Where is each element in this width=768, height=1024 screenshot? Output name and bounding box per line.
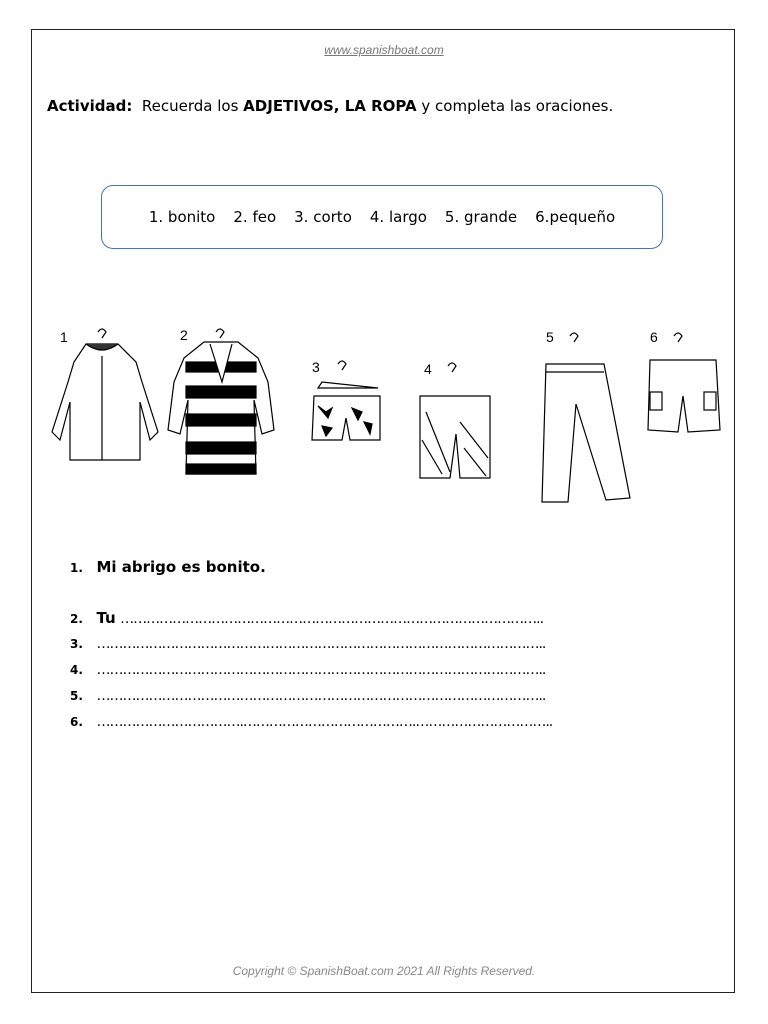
word-bank-item: 3. corto — [294, 208, 352, 226]
word-bank-item: 5. grande — [444, 208, 518, 226]
exercise-number: 5. — [70, 689, 83, 703]
exercise-text: Tu — [96, 609, 116, 627]
exercise-number: 1. — [70, 561, 83, 575]
exercise-text: Mi abrigo es bonito. — [96, 558, 266, 576]
clothing-label: 2 — [180, 327, 188, 343]
shorts-long-icon — [420, 361, 490, 478]
coat-plain-icon — [52, 329, 158, 460]
exercise-item-6 — [70, 714, 552, 730]
exercise-item-2 — [70, 609, 543, 627]
exercise-item-3 — [70, 636, 545, 652]
word-bank-item: 4. largo — [369, 208, 427, 226]
instruction — [47, 97, 613, 115]
word-bank-item: 2. feo — [233, 208, 277, 226]
word-bank-item: 6.pequeño — [535, 208, 616, 226]
site-url[interactable]: www.spanishboat.com — [324, 43, 444, 57]
exercise-number: 2. — [70, 612, 83, 626]
exercise-number: 3. — [70, 637, 83, 651]
shorts-cargo-icon — [648, 329, 720, 432]
clothing-illustrations — [46, 322, 736, 512]
instruction-text-before: Recuerda los — [141, 97, 239, 115]
clothing-label: 1 — [60, 329, 68, 345]
exercise-blank[interactable]: …………………………….………………………………….………………………….. — [96, 714, 553, 730]
instruction-label: Actividad: — [47, 97, 133, 115]
instruction-text-after: y completa las oraciones. — [421, 97, 614, 115]
exercise-item-5 — [70, 688, 545, 704]
word-bank-item: 1. bonito — [148, 208, 216, 226]
shorts-small-icon — [312, 359, 380, 440]
trousers-long-icon — [542, 329, 630, 502]
exercise-item-1 — [70, 558, 266, 576]
clothing-label: 4 — [424, 361, 432, 377]
exercise-number: 4. — [70, 663, 83, 677]
clothing-label: 6 — [650, 329, 658, 345]
exercise-number: 6. — [70, 715, 83, 729]
exercise-blank[interactable]: ………………………………………………………………………………………….. — [96, 636, 546, 652]
clothing-svg — [46, 322, 736, 512]
clothing-label: 5 — [546, 329, 554, 345]
exercise-blank[interactable]: …………………………………………………………………………………….. — [120, 611, 544, 627]
exercise-blank[interactable]: ………………………………………………………………………………………….. — [96, 688, 546, 704]
copyright-footer: Copyright © SpanishBoat.com 2021 All Rights Reserved. — [232, 964, 536, 978]
word-bank — [101, 185, 663, 249]
exercise-blank[interactable]: ………………………………………………………………………………………….. — [96, 662, 546, 678]
clothing-label: 3 — [312, 359, 320, 375]
instruction-bold-words: ADJETIVOS, LA ROPA — [243, 97, 417, 115]
exercise-item-4 — [70, 662, 545, 678]
coat-striped-icon — [168, 327, 274, 474]
